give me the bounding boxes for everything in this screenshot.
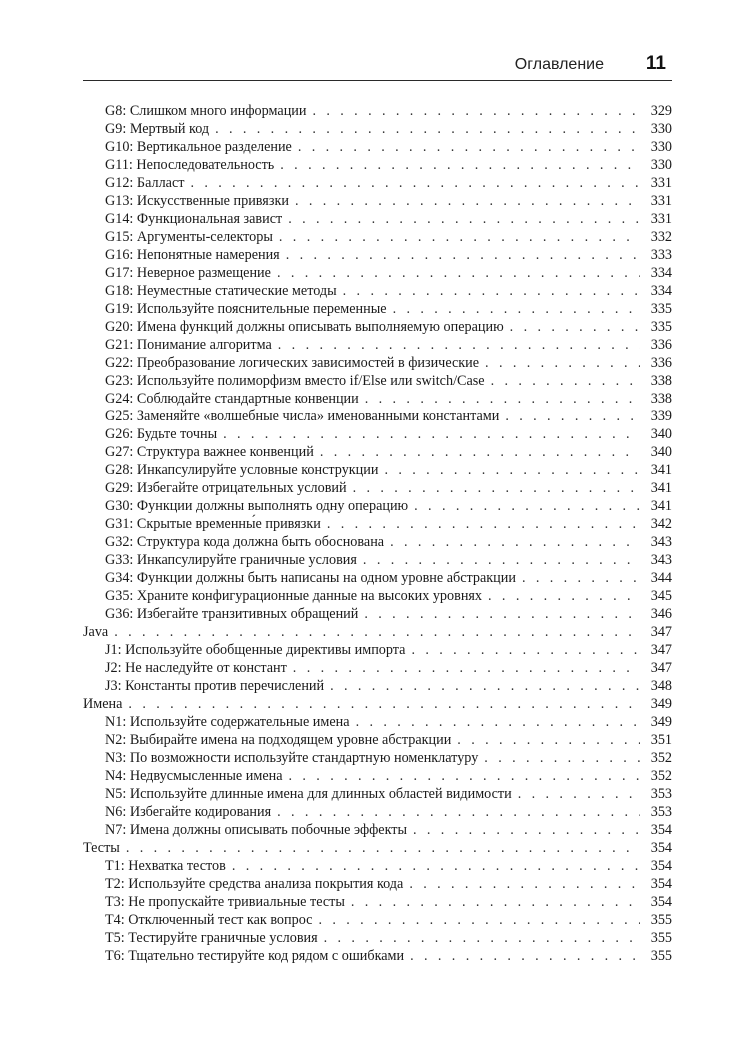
toc-entry-label: J3: Константы против перечислений [105,678,325,694]
toc-entry-page: 331 [650,210,672,227]
toc-entry-page: 354 [650,893,672,910]
toc-entry [83,750,672,768]
toc-entry [83,570,672,588]
running-header-title: Оглавление [514,56,604,73]
toc-entry-label: G20: Имена функций должны описывать выполняемую операцию [105,318,504,335]
toc-entry [83,768,672,786]
toc-entry-label: G14: Функциональная завист [105,210,283,227]
table-of-contents [83,103,672,966]
dot-leader [126,840,640,858]
toc-entry-page: 341 [650,480,672,497]
toc-entry-label: J2: Не наследуйте от констант [105,660,287,677]
toc-entry-label: G10: Вертикальное разделение [105,138,292,155]
dot-leader [351,894,640,912]
dot-leader [457,732,640,750]
toc-entry [83,516,672,534]
toc-entry-page: 354 [650,875,672,892]
toc-entry-label: G31: Скрытые временны́е привязки [105,516,321,533]
toc-entry [83,894,672,912]
toc-entry-page: 334 [650,264,672,281]
toc-entry-label: G11: Непоследовательность [105,156,275,173]
dot-leader [320,444,640,462]
toc-entry-label: N6: Избегайте кодирования [105,803,272,820]
toc-entry [83,283,672,301]
toc-entry-page: 340 [650,444,672,461]
toc-entry-page: 347 [650,624,672,641]
toc-entry-label: G19: Используйте пояснительные переменные [105,300,387,317]
toc-entry-label: G33: Инкапсулируйте граничные условия [105,552,357,569]
toc-entry-label: G8: Слишком много информации [105,103,307,119]
dot-leader [364,606,640,624]
dot-leader [128,696,640,714]
dot-leader [356,714,640,732]
toc-entry-label: G24: Соблюдайте стандартные конвенции [105,390,359,407]
toc-entry-label: G25: Заменяйте «волшебные числа» именованными константами [105,408,500,425]
dot-leader [488,588,640,606]
toc-entry-page: 354 [650,821,672,838]
toc-entry-label: T1: Нехватка тестов [105,857,226,874]
toc-entry [83,480,672,498]
toc-entry [83,265,672,283]
dot-leader [505,408,640,426]
dot-leader [413,822,640,840]
dot-leader [518,786,640,804]
dot-leader [288,211,640,229]
toc-entry [83,642,672,660]
toc-entry-page: 349 [650,695,672,712]
toc-entry [83,247,672,265]
toc-entry [83,822,672,840]
toc-entry-page: 345 [650,588,672,605]
toc-entry-page: 331 [650,192,672,209]
toc-entry [83,175,672,193]
dot-leader [390,534,640,552]
toc-entry-page: 333 [650,246,672,263]
dot-leader [393,301,640,319]
toc-entry-page: 332 [650,228,672,245]
toc-entry-page: 338 [650,390,672,407]
toc-entry-label: G21: Понимание алгоритма [105,336,272,353]
dot-leader [411,642,640,660]
dot-leader [365,391,640,409]
dot-leader [485,355,640,373]
dot-leader [324,930,640,948]
toc-entry-page: 355 [650,929,672,946]
toc-entry-page: 335 [650,300,672,317]
dot-leader [223,426,640,444]
toc-entry-page: 330 [650,156,672,173]
toc-entry [83,462,672,480]
toc-entry-label: G35: Храните конфигурационные данные на высоких уровнях [105,588,483,605]
toc-entry [83,408,672,426]
dot-leader [353,480,640,498]
toc-section-entry [83,696,672,714]
dot-leader [327,516,640,534]
toc-entry-page: 341 [650,498,672,515]
toc-entry-label: T3: Не пропускайте тривиальные тесты [105,893,345,910]
dot-leader [278,337,640,355]
toc-entry-label: G22: Преобразование логических зависимостей в физические [105,354,480,371]
toc-entry [83,157,672,175]
toc-entry-label: Тесты [83,839,120,856]
dot-leader [280,157,640,175]
toc-entry-page: 347 [650,642,672,659]
toc-entry [83,930,672,948]
toc-entry-page: 355 [650,947,672,964]
toc-entry-page: 343 [650,534,672,551]
toc-entry-label: G16: Непонятные намерения [105,246,280,263]
toc-entry-label: G29: Избегайте отрицательных условий [105,480,347,497]
toc-entry-label: G26: Будьте точны [105,426,218,443]
toc-entry-page: 349 [650,713,672,730]
dot-leader [522,570,640,588]
dot-leader [313,103,641,121]
toc-entry-page: 354 [650,857,672,874]
dot-leader [414,498,640,516]
toc-entry-page: 354 [650,839,672,856]
dot-leader [409,876,640,894]
dot-leader [410,948,640,966]
toc-entry [83,229,672,247]
toc-entry [83,337,672,355]
toc-entry-page: 330 [650,138,672,155]
toc-entry [83,211,672,229]
dot-leader [363,552,640,570]
toc-entry-label: G36: Избегайте транзитивных обращений [105,606,359,623]
toc-entry-page: 338 [650,372,672,389]
toc-entry-label: Имена [83,695,123,712]
dot-leader [286,247,640,265]
toc-entry [83,121,672,139]
toc-entry-label: G12: Балласт [105,174,185,191]
toc-entry [83,912,672,930]
dot-leader [277,265,640,283]
toc-entry-page: 348 [650,678,672,694]
toc-entry-label: G34: Функции должны быть написаны на одном уровне абстракции [105,570,516,587]
toc-entry [83,804,672,822]
toc-entry [83,193,672,211]
dot-leader [510,319,640,337]
toc-section-entry [83,624,672,642]
toc-entry-page: 343 [650,552,672,569]
toc-entry [83,588,672,606]
toc-entry-label: N2: Выбирайте имена на подходящем уровне абстракции [105,731,452,748]
toc-entry [83,498,672,516]
running-header [83,52,672,81]
toc-entry-page: 342 [650,516,672,533]
toc-entry [83,355,672,373]
toc-entry-page: 329 [650,103,672,119]
toc-entry-label: N7: Имена должны описывать побочные эффекты [105,821,408,838]
toc-entry [83,139,672,157]
toc-entry-label: G15: Аргументы-селекторы [105,228,273,245]
toc-entry-label: T4: Отключенный тест как вопрос [105,911,313,928]
toc-entry-label: G27: Структура важнее конвенций [105,444,314,461]
dot-leader [289,768,640,786]
dot-leader [277,804,640,822]
toc-entry-page: 339 [650,408,672,425]
toc-entry [83,319,672,337]
toc-entry-label: G13: Искусственные привязки [105,192,289,209]
toc-entry-label: G23: Используйте полиморфизм вместо if/Else или switch/Case [105,372,485,389]
toc-entry-page: 331 [650,174,672,191]
toc-entry-page: 353 [650,803,672,820]
toc-entry-label: G18: Неуместные статические методы [105,282,337,299]
toc-entry-label: N4: Недвусмысленные имена [105,767,283,784]
dot-leader [484,750,640,768]
toc-entry-label: G32: Структура кода должна быть обоснована [105,534,385,551]
toc-entry-label: N3: По возможности используйте стандартную номенклатуру [105,749,479,766]
dot-leader [279,229,640,247]
toc-entry-page: 330 [650,120,672,137]
toc-entry-label: G28: Инкапсулируйте условные конструкции [105,462,379,479]
dot-leader [384,462,640,480]
toc-entry [83,678,672,696]
toc-entry-page: 336 [650,354,672,371]
dot-leader [491,373,640,391]
toc-entry-label: N1: Используйте содержательные имена [105,713,350,730]
toc-entry [83,391,672,409]
toc-entry-label: G9: Мертвый код [105,120,210,137]
dot-leader [215,121,640,139]
toc-entry [83,444,672,462]
toc-entry-label: T6: Тщательно тестируйте код рядом с ошибками [105,947,405,964]
toc-entry-label: T5: Тестируйте граничные условия [105,929,318,946]
dot-leader [114,624,640,642]
toc-entry-page: 340 [650,426,672,443]
dot-leader [232,858,640,876]
toc-entry-page: 352 [650,767,672,784]
toc-entry-page: 341 [650,462,672,479]
toc-entry-page: 352 [650,749,672,766]
toc-entry [83,948,672,966]
dot-leader [343,283,640,301]
toc-entry-page: 334 [650,282,672,299]
toc-entry [83,660,672,678]
dot-leader [318,912,640,930]
toc-entry [83,876,672,894]
dot-leader [330,678,640,696]
toc-entry-label: Java [83,624,109,641]
toc-entry [83,606,672,624]
toc-entry-page: 336 [650,336,672,353]
toc-entry-page: 344 [650,570,672,587]
toc-entry [83,103,672,121]
toc-entry-label: T2: Используйте средства анализа покрытия кода [105,875,404,892]
page-number: 11 [645,53,666,74]
toc-entry [83,373,672,391]
toc-entry-page: 346 [650,606,672,623]
toc-section-entry [83,840,672,858]
toc-entry [83,858,672,876]
dot-leader [298,139,640,157]
toc-entry [83,714,672,732]
toc-entry [83,301,672,319]
toc-entry-label: J1: Используйте обобщенные директивы импорта [105,642,406,659]
toc-entry [83,534,672,552]
toc-entry [83,552,672,570]
toc-entry-label: G30: Функции должны выполнять одну операцию [105,498,409,515]
toc-entry-page: 351 [650,731,672,748]
toc-entry-label: G17: Неверное размещение [105,264,271,281]
dot-leader [190,175,640,193]
dot-leader [295,193,640,211]
toc-entry [83,732,672,750]
toc-entry-page: 353 [650,785,672,802]
dot-leader [293,660,640,678]
toc-entry [83,426,672,444]
toc-entry-page: 355 [650,911,672,928]
toc-entry [83,786,672,804]
toc-entry-page: 347 [650,660,672,677]
toc-entry-page: 335 [650,318,672,335]
toc-entry-label: N5: Используйте длинные имена для длинных областей видимости [105,785,512,802]
